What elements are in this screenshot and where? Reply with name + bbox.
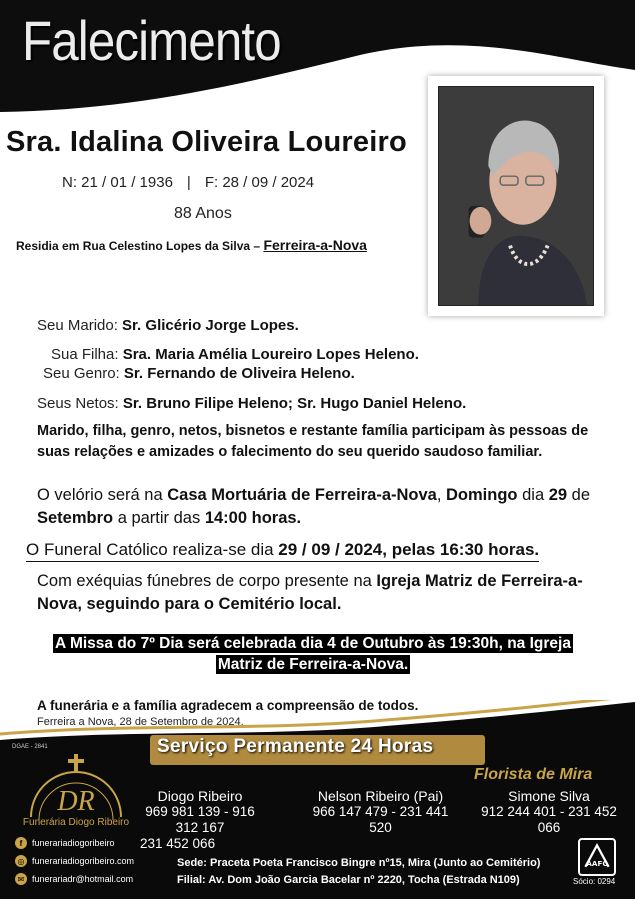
addresses bbox=[177, 855, 540, 889]
place-date: Ferreira a Nova, 28 de Setembro de 2024. bbox=[37, 716, 244, 728]
relative-grandchildren bbox=[37, 395, 466, 412]
relative-value: Sr. Glicério Jorge Lopes. bbox=[122, 317, 299, 334]
announcement-text: Marido, filha, genro, netos, bisnetos e restante família participam às pessoas de suas relações e amizades o falecimento do seu querido saudoso familiar. bbox=[37, 423, 589, 460]
social-website[interactable] bbox=[15, 855, 134, 867]
birth-date: N: 21 / 01 / 1936 bbox=[62, 174, 173, 191]
date-separator: | bbox=[186, 174, 191, 191]
wake-day: 29 bbox=[548, 486, 568, 504]
deceased-name: Sra. Idalina Oliveira Loureiro bbox=[6, 126, 407, 158]
funeral-text: O Funeral Católico realiza-se dia bbox=[26, 540, 279, 559]
funeral-datetime: 29 / 09 / 2024, pelas 16:30 horas. bbox=[278, 540, 540, 559]
member-number: Sócio: 0294 bbox=[573, 877, 616, 886]
wake-text: , bbox=[436, 486, 447, 504]
social-email[interactable] bbox=[15, 873, 133, 885]
relative-label: Seu Genro: bbox=[43, 365, 120, 382]
social-label: funerariadiogoribeiro bbox=[32, 838, 115, 848]
relative-value: Sr. Bruno Filipe Heleno; Sr. Hugo Daniel Heleno. bbox=[122, 395, 467, 412]
mass-line-1: A Missa do 7º Dia será celebrada dia 4 de Outubro às 19:30h, na Igreja bbox=[55, 635, 571, 652]
life-dates bbox=[62, 174, 314, 191]
branch-address: Filial: Av. Dom João Garcia Bacelar nº 2220, Tocha (Estrada N109) bbox=[177, 874, 520, 886]
portrait-frame bbox=[428, 76, 604, 316]
contact-nelson bbox=[303, 788, 458, 836]
dgae-license: DGAE - 2841 bbox=[12, 744, 48, 750]
relative-son-in-law bbox=[43, 365, 355, 382]
florist-name: Florista de Mira bbox=[474, 766, 593, 783]
contact-phones: 966 147 479 - 231 441 520 bbox=[312, 804, 449, 835]
contact-diogo bbox=[140, 788, 260, 852]
relative-label: Seu Marido: bbox=[37, 317, 118, 334]
facebook-icon: f bbox=[15, 837, 27, 849]
death-date: F: 28 / 09 / 2024 bbox=[204, 174, 315, 191]
page-title: Falecimento bbox=[22, 9, 281, 72]
contact-simone bbox=[470, 788, 628, 836]
exequias-text: Com exéquias fúnebres de corpo presente na bbox=[37, 572, 377, 590]
wake-text: de bbox=[567, 486, 590, 504]
residence-place: Ferreira-a-Nova bbox=[263, 237, 367, 253]
mass-notice bbox=[26, 633, 600, 675]
contact-phones: 969 981 139 - 916 312 167 bbox=[145, 804, 255, 835]
residence-prefix: Residia em Rua Celestino Lopes da Silva bbox=[16, 239, 251, 253]
wake-text: a partir das bbox=[113, 509, 205, 527]
wake-text: dia bbox=[517, 486, 549, 504]
contact-phones: 912 244 401 - 231 452 066 bbox=[481, 804, 617, 835]
logo-company-name: Funerária Diogo Ribeiro bbox=[22, 817, 130, 828]
wake-time: 14:00 horas. bbox=[204, 509, 302, 527]
contact-phones-2: 231 452 066 bbox=[140, 836, 216, 851]
exequias-location: Igreja Matriz de Ferreira-a-Nova, seguindo para o Cemitério local. bbox=[37, 572, 583, 613]
residence-dash: – bbox=[253, 239, 261, 253]
mail-icon: ✉ bbox=[15, 873, 27, 885]
relative-value: Sra. Maria Amélia Loureiro Lopes Heleno. bbox=[122, 346, 419, 363]
relative-husband bbox=[37, 317, 299, 334]
association-logo bbox=[578, 838, 616, 876]
logo-letters: DR bbox=[57, 786, 95, 817]
wake-weekday: Domingo bbox=[446, 486, 518, 504]
association-logo-text: AAFC bbox=[586, 858, 608, 868]
wake-info bbox=[37, 484, 607, 530]
social-label: funerariadiogoribeiro.com bbox=[32, 856, 135, 866]
relative-label: Seus Netos: bbox=[37, 395, 119, 412]
contact-name: Nelson Ribeiro (Pai) bbox=[317, 788, 444, 804]
relative-daughter bbox=[51, 346, 419, 363]
age: 88 Anos bbox=[174, 205, 232, 222]
social-label: funerariadr@hotmail.com bbox=[32, 874, 134, 884]
social-facebook[interactable] bbox=[15, 837, 115, 849]
headquarters-address: Sede: Praceta Poeta Francisco Bingre nº15, Mira (Junto ao Cemitério) bbox=[177, 857, 541, 869]
wake-month: Setembro bbox=[37, 509, 114, 527]
contact-name: Diogo Ribeiro bbox=[157, 788, 243, 804]
residence bbox=[16, 237, 367, 253]
contact-name: Simone Silva bbox=[508, 788, 590, 804]
service-banner: Serviço Permanente 24 Horas bbox=[157, 736, 434, 757]
exequias-info bbox=[37, 570, 607, 616]
portrait-photo bbox=[438, 86, 594, 306]
globe-icon: ◎ bbox=[15, 855, 27, 867]
mass-line-2: Matriz de Ferreira-a-Nova. bbox=[217, 656, 409, 673]
relative-label: Sua Filha: bbox=[51, 346, 119, 363]
funeral-info bbox=[26, 540, 539, 562]
thanks-text: A funerária e a família agradecem a compreensão de todos. bbox=[37, 698, 419, 713]
wake-location: Casa Mortuária de Ferreira-a-Nova bbox=[167, 486, 437, 504]
wake-text: O velório será na bbox=[37, 486, 168, 504]
relative-value: Sr. Fernando de Oliveira Heleno. bbox=[123, 365, 355, 382]
